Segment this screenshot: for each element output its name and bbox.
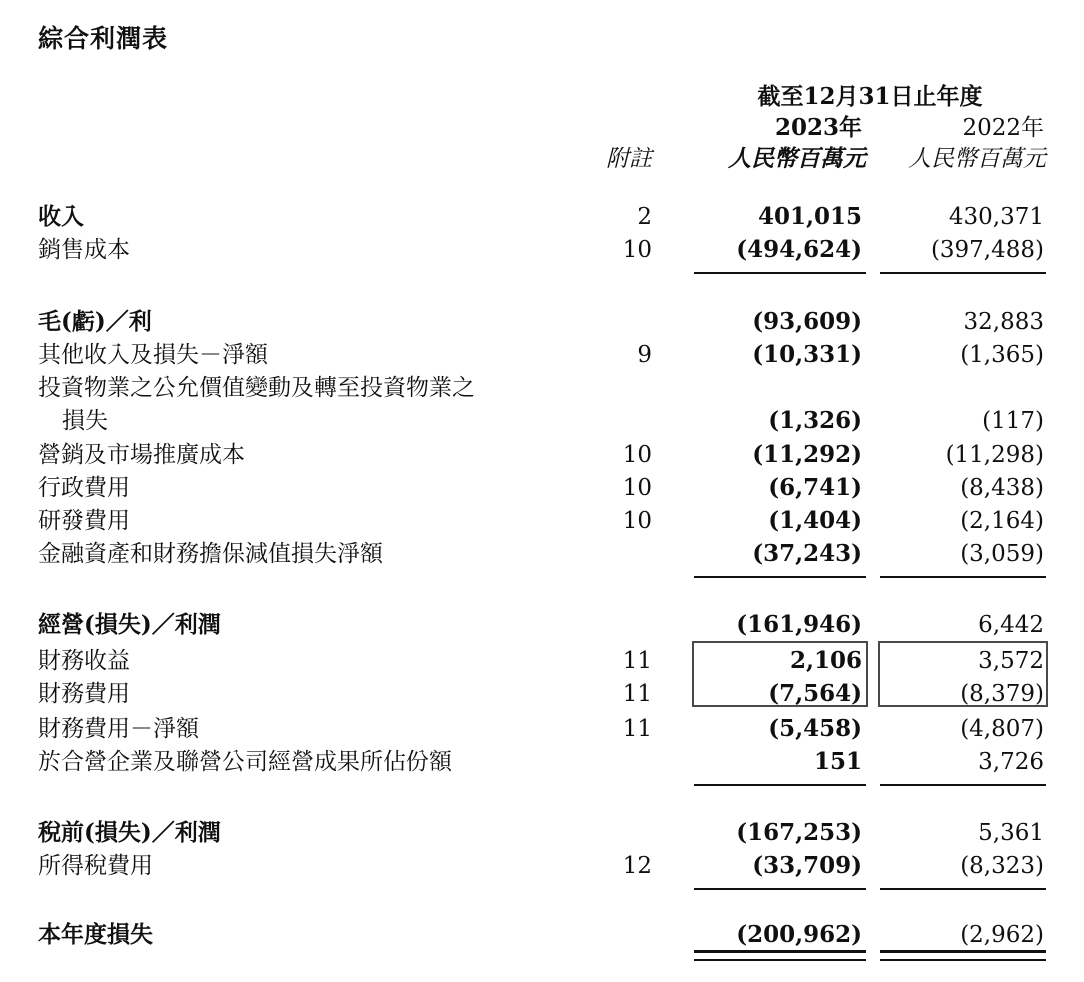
row-note: 11 [622, 648, 652, 674]
row-value-2023: (5,458) [768, 715, 862, 742]
row-value-2023: (200,962) [736, 921, 862, 948]
row-label: 收入 [38, 203, 84, 230]
row-note: 10 [622, 237, 652, 263]
row-label: 營銷及市場推廣成本 [38, 442, 245, 468]
row-value-2022: 3,572 [978, 648, 1044, 674]
row-value-2023: (1,404) [768, 507, 862, 534]
row-label: 金融資產和財務擔保減值損失淨額 [38, 541, 383, 567]
row-value-2022: (8,323) [960, 853, 1044, 879]
page-title: 綜合利潤表 [38, 24, 169, 53]
row-value-2022: (3,059) [960, 541, 1044, 567]
table-row-income-tax [0, 849, 1084, 883]
table-row-finance-costs-net [0, 712, 1084, 746]
row-label: 經營(損失)／利潤 [38, 611, 221, 638]
row-label: 財務費用－淨額 [38, 716, 199, 742]
subtotal-rule-2023 [694, 888, 866, 890]
table-row-loss-for-year [0, 918, 1084, 952]
row-note: 10 [622, 508, 652, 534]
table-row-operating-loss-profit [0, 608, 1084, 642]
row-note: 9 [637, 342, 652, 368]
total-double-rule-2023 [694, 950, 866, 961]
row-value-2022: 32,883 [963, 309, 1044, 335]
row-value-2023: (33,709) [752, 852, 862, 879]
row-value-2023: (167,253) [736, 819, 862, 846]
row-label: 損失 [62, 408, 108, 434]
table-row-administrative [0, 471, 1084, 505]
row-note: 2 [637, 204, 652, 230]
table-row-investment-property-line2 [0, 404, 1084, 438]
table-row-cost-of-sales [0, 233, 1084, 267]
row-value-2023: (1,326) [768, 407, 862, 434]
table-row-loss-before-tax [0, 816, 1084, 850]
row-value-2023: (7,564) [768, 680, 862, 707]
row-label: 行政費用 [38, 475, 130, 501]
row-value-2022: (1,365) [960, 342, 1044, 368]
header-unit-current: 人民幣百萬元 [728, 145, 866, 172]
table-row-impairment-losses [0, 537, 1084, 571]
header-year-current: 2023年 [774, 114, 862, 141]
table-row-finance-costs [0, 677, 1084, 711]
table-row-finance-income [0, 644, 1084, 678]
row-value-2023: (37,243) [752, 540, 862, 567]
subtotal-rule-2022 [880, 576, 1046, 578]
subtotal-rule-2023 [694, 576, 866, 578]
table-row-gross-loss-profit [0, 305, 1084, 339]
header-period-label: 截至12月31日止年度 [757, 83, 983, 110]
row-value-2023: (6,741) [768, 474, 862, 501]
row-value-2022: 5,361 [978, 820, 1044, 846]
subtotal-rule-2022 [880, 272, 1046, 274]
table-row-revenue [0, 200, 1084, 234]
subtotal-rule-2023 [694, 784, 866, 786]
row-note: 11 [622, 681, 652, 707]
header-year-prior: 2022年 [962, 115, 1044, 141]
table-row-investment-property-line1 [0, 371, 1084, 405]
subtotal-rule-2023 [694, 272, 866, 274]
row-note: 10 [622, 475, 652, 501]
row-note: 10 [622, 442, 652, 468]
row-value-2023: (494,624) [736, 236, 862, 263]
total-double-rule-2022 [880, 950, 1046, 961]
row-value-2022: (4,807) [960, 716, 1044, 742]
subtotal-rule-2022 [880, 888, 1046, 890]
row-value-2023: (161,946) [736, 611, 862, 638]
row-value-2023: (11,292) [752, 441, 862, 468]
row-value-2022: (2,962) [960, 922, 1044, 948]
row-value-2022: (117) [982, 408, 1044, 434]
row-label: 財務收益 [38, 648, 130, 674]
row-label: 研發費用 [38, 508, 130, 534]
row-value-2022: (11,298) [945, 442, 1044, 468]
table-row-other-income-losses [0, 338, 1084, 372]
row-value-2022: 430,371 [948, 204, 1044, 230]
row-label: 所得稅費用 [38, 853, 153, 879]
row-label: 其他收入及損失－淨額 [38, 342, 268, 368]
row-value-2023: 151 [813, 748, 862, 775]
row-value-2023: (10,331) [752, 341, 862, 368]
table-row-share-of-results [0, 745, 1084, 779]
row-value-2022: 6,442 [978, 612, 1044, 638]
row-value-2022: (2,164) [960, 508, 1044, 534]
row-value-2022: (397,488) [930, 237, 1044, 263]
row-value-2023: 401,015 [757, 203, 862, 230]
row-label: 於合營企業及聯營公司經營成果所佔份額 [38, 749, 452, 775]
header-note-label: 附註 [606, 146, 652, 172]
row-value-2022: (8,438) [960, 475, 1044, 501]
row-label: 銷售成本 [38, 237, 130, 263]
row-value-2022: 3,726 [978, 749, 1044, 775]
row-note: 12 [622, 853, 652, 879]
row-label: 財務費用 [38, 681, 130, 707]
table-row-selling-marketing [0, 438, 1084, 472]
header-unit-prior: 人民幣百萬元 [908, 146, 1046, 172]
row-label: 本年度損失 [38, 921, 153, 948]
row-note: 11 [622, 716, 652, 742]
row-label: 毛(虧)／利 [38, 308, 152, 335]
subtotal-rule-2022 [880, 784, 1046, 786]
row-value-2023: 2,106 [789, 647, 862, 674]
row-value-2022: (8,379) [960, 681, 1044, 707]
row-label: 投資物業之公允價值變動及轉至投資物業之 [38, 375, 475, 401]
row-label: 稅前(損失)／利潤 [38, 819, 221, 846]
table-row-research-development [0, 504, 1084, 538]
row-value-2023: (93,609) [752, 308, 862, 335]
